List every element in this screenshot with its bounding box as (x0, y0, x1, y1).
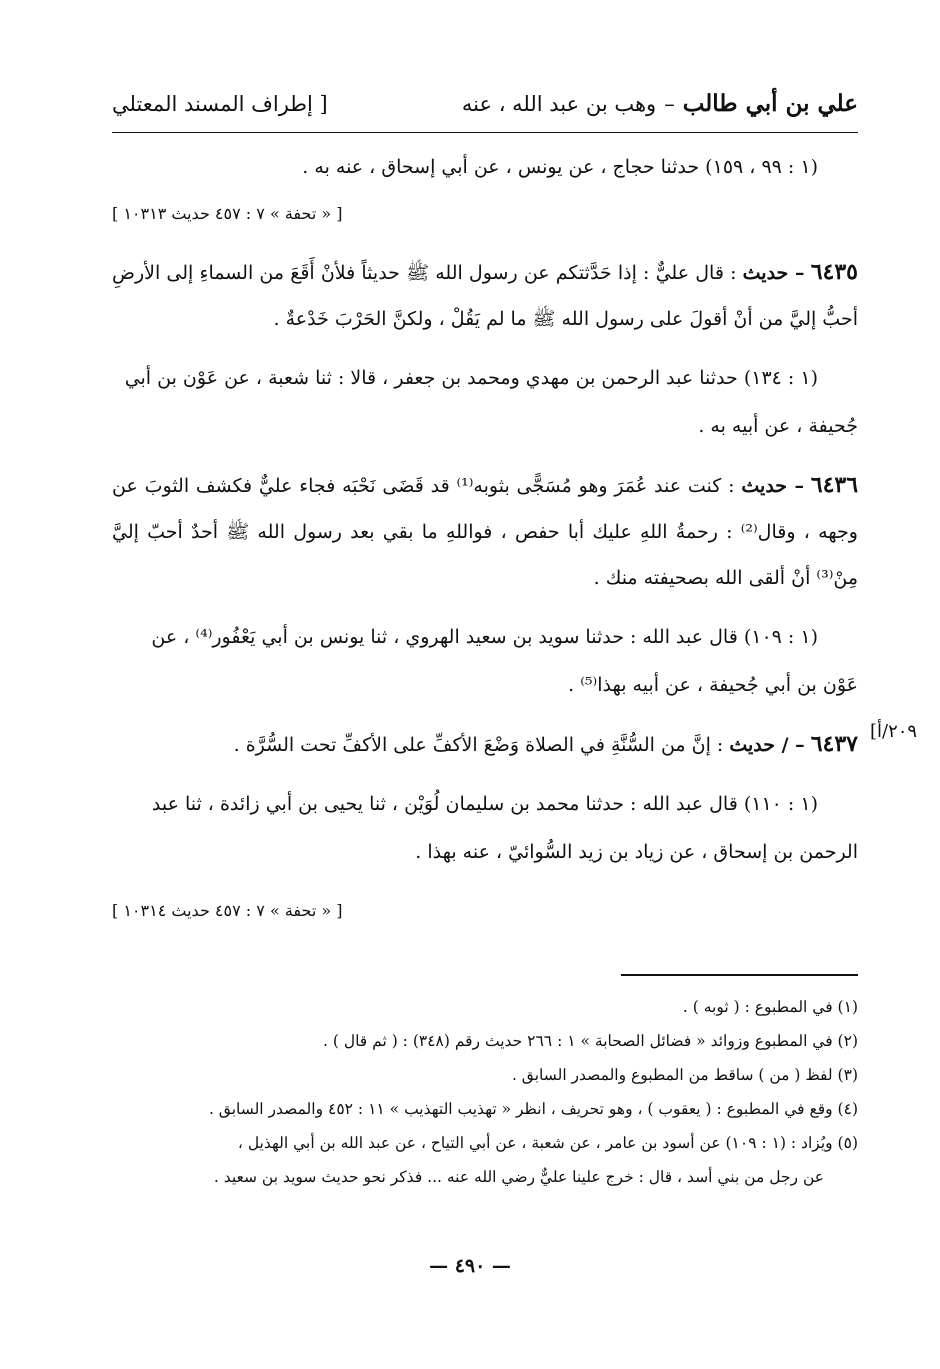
hadith-body: : إنَّ من السُّنَّةِ في الصلاة وَضْعَ الأكفِّ على الأكفِّ تحت السُّرَّة . (233, 734, 724, 756)
tuhfa-reference-1: [ « تحفة » ٧ : ٤٥٧ حديث ١٠٣١٣ ] (112, 204, 343, 223)
hadith-number: ٦٤٣٦ (810, 472, 859, 498)
folio-margin-note: ٢٠٩/أ] (870, 721, 918, 742)
hadith-label: – حديث (742, 262, 805, 284)
page-number: — ٤٩٠ — (429, 1255, 511, 1277)
footnote-4: (٤) وقع في المطبوع : ( يعقوب ) ، وهو تحريف ، انظر « تهذيب التهذيب » ١١ : ٤٥٢ والمصدر السابق . (208, 1100, 858, 1118)
running-header (112, 90, 858, 133)
footnote-5-continued: عن رجل من بني أسد ، قال : خرج علينا عليٌّ رضي الله عنه ... فذكر نحو حديث سويد بن سعيد . (213, 1168, 824, 1186)
header-dash: – (664, 92, 675, 116)
page-body (112, 90, 918, 1194)
footnote-5: (٥) ويُزاد : (١ : ١٠٩) عن أسود بن عامر ، عن شعبة ، عن أبي التياح ، عن عبد الله بن أبي الهذيل ، (237, 1134, 858, 1152)
tuhfa-reference-2: [ « تحفة » ٧ : ٤٥٧ حديث ١٠٣١٤ ] (112, 901, 343, 920)
hadith-body: : كنت عند عُمَرَ وهو مُسَجًّى بثوبه⁽¹⁾ قد قَضَى نَحْبَه فجاء عليٌّ فكشف الثوبَ عن وجهه ، وقال⁽²⁾ : رحمةُ اللهِ عليك أبا حفص ، فواللهِ ما بقي بعد رسول الله ﷺ أحدٌ أحبّ إليَّ مِنْ⁽³⁾ أنْ ألقى الله بصحيفته منك . (112, 475, 858, 589)
hadith-6435-source: (١ : ١٣٤) حدثنا عبد الرحمن بن مهدي ومحمد بن جعفر ، قالا : ثنا شعبة ، عن عَوْن بن أبي جُحيفة ، عن أبيه به . (124, 367, 858, 437)
footnote-3: (٣) لفظ ( من ) ساقط من المطبوع والمصدر السابق . (511, 1066, 858, 1084)
header-chain: وهب بن عبد الله ، عنه (461, 92, 657, 116)
hadith-6436 (112, 462, 858, 709)
hadith-number: ٦٤٣٥ (810, 259, 858, 285)
hadith-6435 (112, 249, 858, 450)
footnotes (112, 990, 858, 1194)
footnote-divider (621, 974, 858, 976)
hadith-6437 (112, 721, 918, 876)
hadith-body: : قال عليٌّ : إذا حَدَّثتكم عن رسول الله ﷺ حديثاً فلأنْ أَقَعَ من السماءِ إلى الأرضِ أحبُّ إليَّ من أنْ أقولَ على رسول الله ﷺ ما لم يَقُلْ ، ولكنَّ الحَرْبَ خَدْعةٌ . (112, 262, 858, 330)
top-source-line: (١ : ٩٩ ، ١٥٩) حدثنا حجاج ، عن يونس ، عن أبي إسحاق ، عنه به . (302, 156, 818, 178)
hadith-6437-text (112, 721, 858, 768)
hadith-label: – / حديث (729, 734, 805, 756)
footnote-2: (٢) في المطبوع وزوائد « فضائل الصحابة » ١ : ٢٦٦ حديث رقم (٣٤٨) : ( ثم قال ) . (322, 1032, 858, 1050)
hadith-label: – حديث (741, 475, 804, 497)
hadith-6435-text (112, 249, 858, 342)
header-author: علي بن أبي طالب (682, 90, 858, 117)
hadith-6436-text (112, 462, 858, 601)
header-book-title: [ إطراف المسند المعتلي (112, 92, 328, 116)
hadith-6436-source: (١ : ١٠٩) قال عبد الله : حدثنا سويد بن سعيد الهروي ، ثنا يونس بن أبي يَعْفُور⁽⁴⁾ ، عن عَوْن بن أبي جُحيفة ، عن أبيه بهذا⁽⁵⁾ . (151, 626, 858, 696)
hadith-number: ٦٤٣٧ (810, 731, 858, 757)
footnote-1: (١) في المطبوع : ( ثوبه ) . (682, 998, 858, 1016)
header-title (462, 90, 858, 117)
hadith-6437-source: (١ : ١١٠) قال عبد الله : حدثنا محمد بن سليمان لُوَيْن ، ثنا يحيى بن أبي زائدة ، ثنا عبد الرحمن بن إسحاق ، عن زياد بن زيد السُّوائيّ ، عنه بهذا . (151, 793, 858, 863)
